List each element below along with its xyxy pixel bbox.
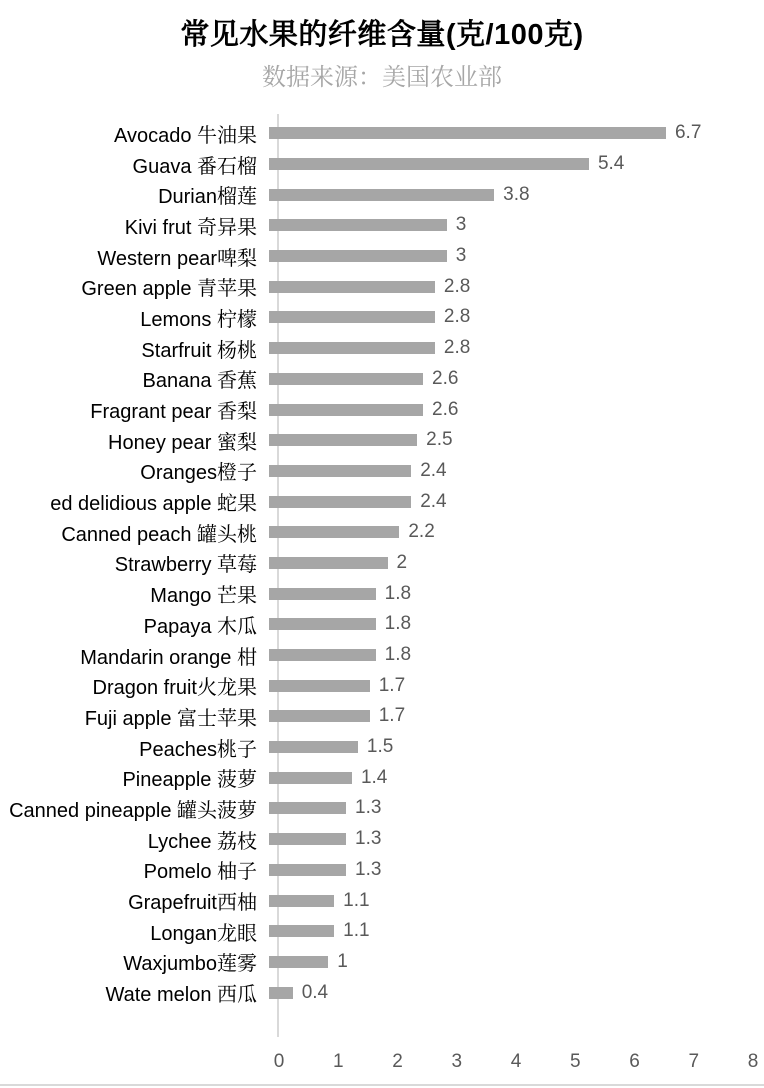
chart-row [0, 517, 764, 548]
chart-title: 常见水果的纤维含量(克/100克) [180, 19, 584, 51]
bar [269, 680, 370, 692]
chart-row [0, 241, 764, 272]
bar [269, 373, 423, 385]
bar [269, 219, 447, 231]
category-label: Lemons 柠檬 [140, 308, 257, 331]
value-label: 1.1 [343, 920, 370, 942]
bar-track [269, 609, 743, 640]
category-label: Strawberry 草莓 [114, 554, 257, 577]
bar [269, 465, 411, 477]
chart-row [0, 732, 764, 763]
value-label: 1.7 [378, 705, 406, 727]
x-axis-tick-label: 8 [747, 1051, 759, 1072]
chart-row [0, 916, 764, 947]
value-label: 1.3 [355, 828, 382, 850]
category-label: Western pear啤梨 [97, 247, 257, 270]
bar [269, 434, 417, 446]
value-label: 2.8 [443, 306, 471, 328]
category-label: ed delidious apple 蛇果 [50, 493, 257, 516]
value-label: 2.6 [432, 367, 459, 389]
category-label: Pomelo 柚子 [143, 861, 257, 884]
chart-row [0, 793, 764, 824]
bar-track [269, 885, 743, 916]
category-label: Canned peach 罐头桃 [61, 523, 257, 546]
x-axis-tick-label: 4 [510, 1051, 522, 1072]
chart-row [0, 670, 764, 701]
category-label: Canned pineapple 罐头菠萝 [9, 799, 257, 822]
category-label: Pineapple 菠萝 [122, 769, 257, 792]
value-label: 2.8 [443, 337, 471, 359]
bar-track [269, 670, 743, 701]
chart-row [0, 609, 764, 640]
bar-track [269, 548, 743, 579]
category-label: Longan龙眼 [150, 922, 257, 945]
chart-row [0, 149, 764, 180]
value-label: 3 [455, 214, 467, 236]
bar [269, 127, 666, 139]
chart-row [0, 302, 764, 333]
chart-row [0, 701, 764, 732]
bar [269, 895, 334, 907]
chart-row [0, 640, 764, 671]
value-label: 2.5 [426, 429, 453, 451]
bar [269, 649, 376, 661]
bar [269, 864, 346, 876]
bar-track [269, 456, 743, 487]
bar-track [269, 640, 743, 671]
category-label: Wate melon 西瓜 [105, 984, 257, 1007]
category-label: Oranges橙子 [140, 462, 257, 485]
value-label: 1.1 [343, 889, 370, 911]
chart-row [0, 578, 764, 609]
chart-row [0, 179, 764, 210]
bar [269, 526, 399, 538]
bar [269, 956, 328, 968]
category-label: Durian榴莲 [158, 186, 257, 209]
chart-row [0, 394, 764, 425]
chart-row [0, 824, 764, 855]
bar-track [269, 977, 743, 1008]
x-axis-tick-label: 7 [688, 1051, 700, 1072]
bar [269, 588, 376, 600]
bar [269, 833, 346, 845]
bar-track [269, 701, 743, 732]
bar-track [269, 271, 743, 302]
value-label: 1.8 [384, 644, 412, 666]
bar [269, 189, 494, 201]
bar [269, 772, 352, 784]
category-label: Mandarin orange 柑 [80, 646, 257, 669]
bar-track [269, 517, 743, 548]
value-label: 2.4 [420, 490, 447, 512]
value-label: 1.7 [378, 674, 406, 696]
bar-track [269, 916, 743, 947]
chart-row [0, 456, 764, 487]
bar-track [269, 947, 743, 978]
bar-track [269, 793, 743, 824]
x-axis-tick-label: 3 [451, 1051, 463, 1072]
chart-row [0, 425, 764, 456]
bar [269, 987, 293, 999]
category-label: Fuji apple 富士苹果 [84, 707, 257, 730]
bar-track [269, 179, 743, 210]
bar [269, 741, 358, 753]
chart-row [0, 947, 764, 978]
chart-row [0, 210, 764, 241]
bar [269, 557, 388, 569]
chart-row [0, 977, 764, 1008]
value-label: 2.2 [408, 521, 435, 543]
category-label: Peaches桃子 [139, 738, 257, 761]
bar-track [269, 762, 743, 793]
bar-track [269, 118, 743, 149]
bar-track [269, 394, 743, 425]
chart-row [0, 333, 764, 364]
category-label: Waxjumbo莲雾 [123, 953, 257, 976]
chart-row [0, 118, 764, 149]
bar-track [269, 855, 743, 886]
value-label: 3.8 [503, 183, 530, 205]
category-label: Grapefruit西柚 [128, 892, 257, 915]
bar-track [269, 364, 743, 395]
value-label: 6.7 [674, 122, 702, 144]
chart-row [0, 548, 764, 579]
chart-row [0, 762, 764, 793]
bar-track [269, 732, 743, 763]
value-label: 1.4 [360, 766, 388, 788]
bar [269, 342, 435, 354]
category-label: Banana 香蕉 [142, 370, 257, 393]
bar [269, 281, 435, 293]
value-label: 1.8 [384, 613, 412, 635]
bar [269, 802, 346, 814]
value-label: 1.3 [355, 858, 382, 880]
bar-track [269, 302, 743, 333]
value-label: 3 [455, 245, 467, 267]
bar-track [269, 149, 743, 180]
bar [269, 311, 435, 323]
chart-rows [0, 118, 764, 1008]
bar-track [269, 425, 743, 456]
category-label: Dragon fruit火龙果 [92, 677, 257, 700]
category-label: Fragrant pear 香梨 [90, 401, 257, 424]
chart-subtitle: 数据来源：美国农业部 [262, 64, 502, 91]
bar [269, 710, 370, 722]
bottom-divider-line [0, 1084, 764, 1086]
value-label: 1.3 [355, 797, 382, 819]
bar-track [269, 486, 743, 517]
chart-row [0, 855, 764, 886]
value-label: 2.8 [443, 275, 471, 297]
bar-track [269, 578, 743, 609]
bar [269, 158, 589, 170]
category-label: Mango 芒果 [150, 585, 257, 608]
bar-track [269, 333, 743, 364]
x-axis-tick-label: 0 [273, 1051, 285, 1072]
category-label: Papaya 木瓜 [143, 615, 257, 638]
value-label: 1.5 [366, 736, 394, 758]
category-label: Honey pear 蜜梨 [108, 431, 257, 454]
chart-row [0, 271, 764, 302]
category-label: Kivi frut 奇异果 [124, 216, 257, 239]
x-axis-tick-label: 2 [392, 1051, 403, 1072]
chart-row [0, 364, 764, 395]
category-label: Avocado 牛油果 [113, 124, 257, 147]
x-axis-tick-label: 5 [569, 1051, 581, 1072]
x-axis [273, 1051, 759, 1075]
chart-row [0, 885, 764, 916]
x-axis-tick-label: 1 [332, 1051, 344, 1072]
category-label: Green apple 青苹果 [81, 278, 257, 301]
bar [269, 618, 376, 630]
bar [269, 404, 423, 416]
value-label: 2.6 [432, 398, 459, 420]
value-label: 0.4 [301, 981, 329, 1003]
bar [269, 925, 334, 937]
chart-row [0, 486, 764, 517]
bar-track [269, 824, 743, 855]
category-label: Lychee 荔枝 [147, 830, 257, 853]
value-label: 1.8 [384, 582, 412, 604]
bar-track [269, 241, 743, 272]
bar-track [269, 210, 743, 241]
value-label: 2.4 [420, 459, 447, 481]
value-label: 2 [396, 551, 408, 573]
bar [269, 496, 411, 508]
value-label: 1 [337, 950, 348, 972]
x-axis-tick-label: 6 [629, 1051, 640, 1072]
category-label: Starfruit 杨桃 [141, 339, 257, 362]
value-label: 5.4 [597, 153, 625, 175]
category-label: Guava 番石榴 [132, 155, 257, 178]
bar [269, 250, 447, 262]
